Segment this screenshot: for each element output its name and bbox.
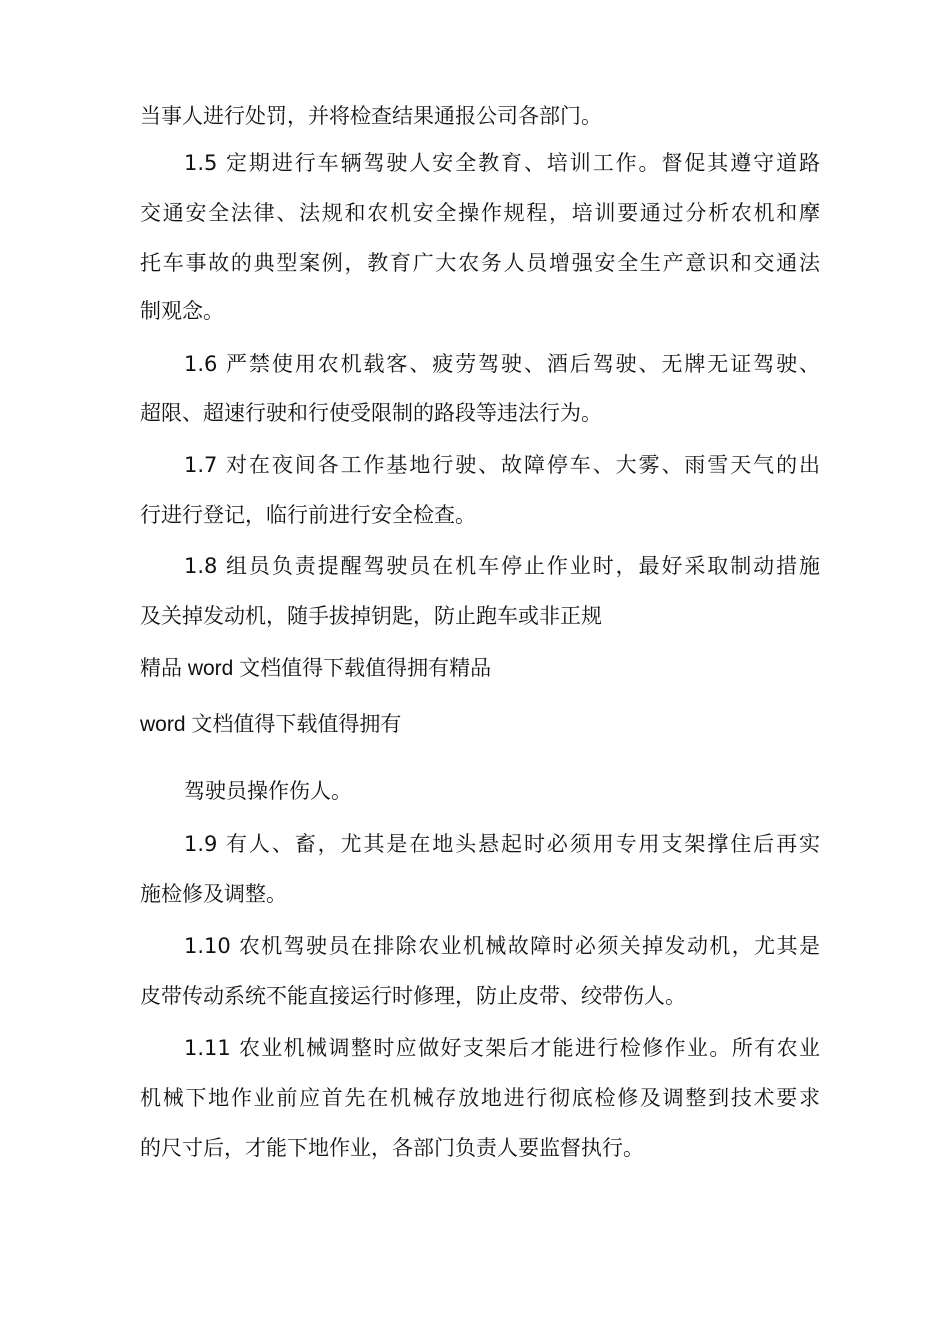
body-line: 托车事故的典型案例，教育广大农务人员增强安全生产意识和交通法 [140,251,820,275]
body-line: 当事人进行处罚，并将检查结果通报公司各部门。 [140,104,602,128]
paragraph-1-6-line-1: 1.6 严禁使用农机载客、疲劳驾驶、酒后驾驶、无牌无证驾驶、 [184,352,820,376]
paragraph-1-8-line-1: 1.8 组员负责提醒驾驶员在机车停止作业时，最好采取制动措施 [184,554,820,578]
body-line: 的尺寸后，才能下地作业，各部门负责人要监督执行。 [140,1136,644,1160]
body-line: 机械下地作业前应首先在机械存放地进行彻底检修及调整到技术要求 [140,1086,820,1110]
body-line: 施检修及调整。 [140,882,287,906]
body-line: 驾驶员操作伤人。 [184,779,352,803]
paragraph-1-7-line-1: 1.7 对在夜间各工作基地行驶、故障停车、大雾、雨雪天气的出 [184,453,820,477]
watermark-text-line-2: word 文档值得下载值得拥有 [140,713,402,736]
body-line: 交通安全法律、法规和农机安全操作规程，培训要通过分析农机和摩 [140,201,820,225]
paragraph-1-10-line-1: 1.10 农机驾驶员在排除农业机械故障时必须关掉发动机，尤其是 [184,934,820,958]
paragraph-1-5-line-1: 1.5 定期进行车辆驾驶人安全教育、培训工作。督促其遵守道路 [184,151,820,175]
body-line: 皮带传动系统不能直接运行时修理，防止皮带、绞带伤人。 [140,984,686,1008]
watermark-text-line-1: 精品 word 文档值得下载值得拥有精品 [140,657,492,680]
body-line: 超限、超速行驶和行使受限制的路段等违法行为。 [140,401,602,425]
body-line: 行进行登记，临行前进行安全检查。 [140,503,476,527]
body-line: 及关掉发动机，随手拔掉钥匙，防止跑车或非正规 [140,604,602,628]
paragraph-1-9-line-1: 1.9 有人、畜，尤其是在地头悬起时必须用专用支架撑住后再实 [184,832,820,856]
paragraph-1-11-line-1: 1.11 农业机械调整时应做好支架后才能进行检修作业。所有农业 [184,1036,820,1060]
body-line: 制观念。 [140,299,224,323]
